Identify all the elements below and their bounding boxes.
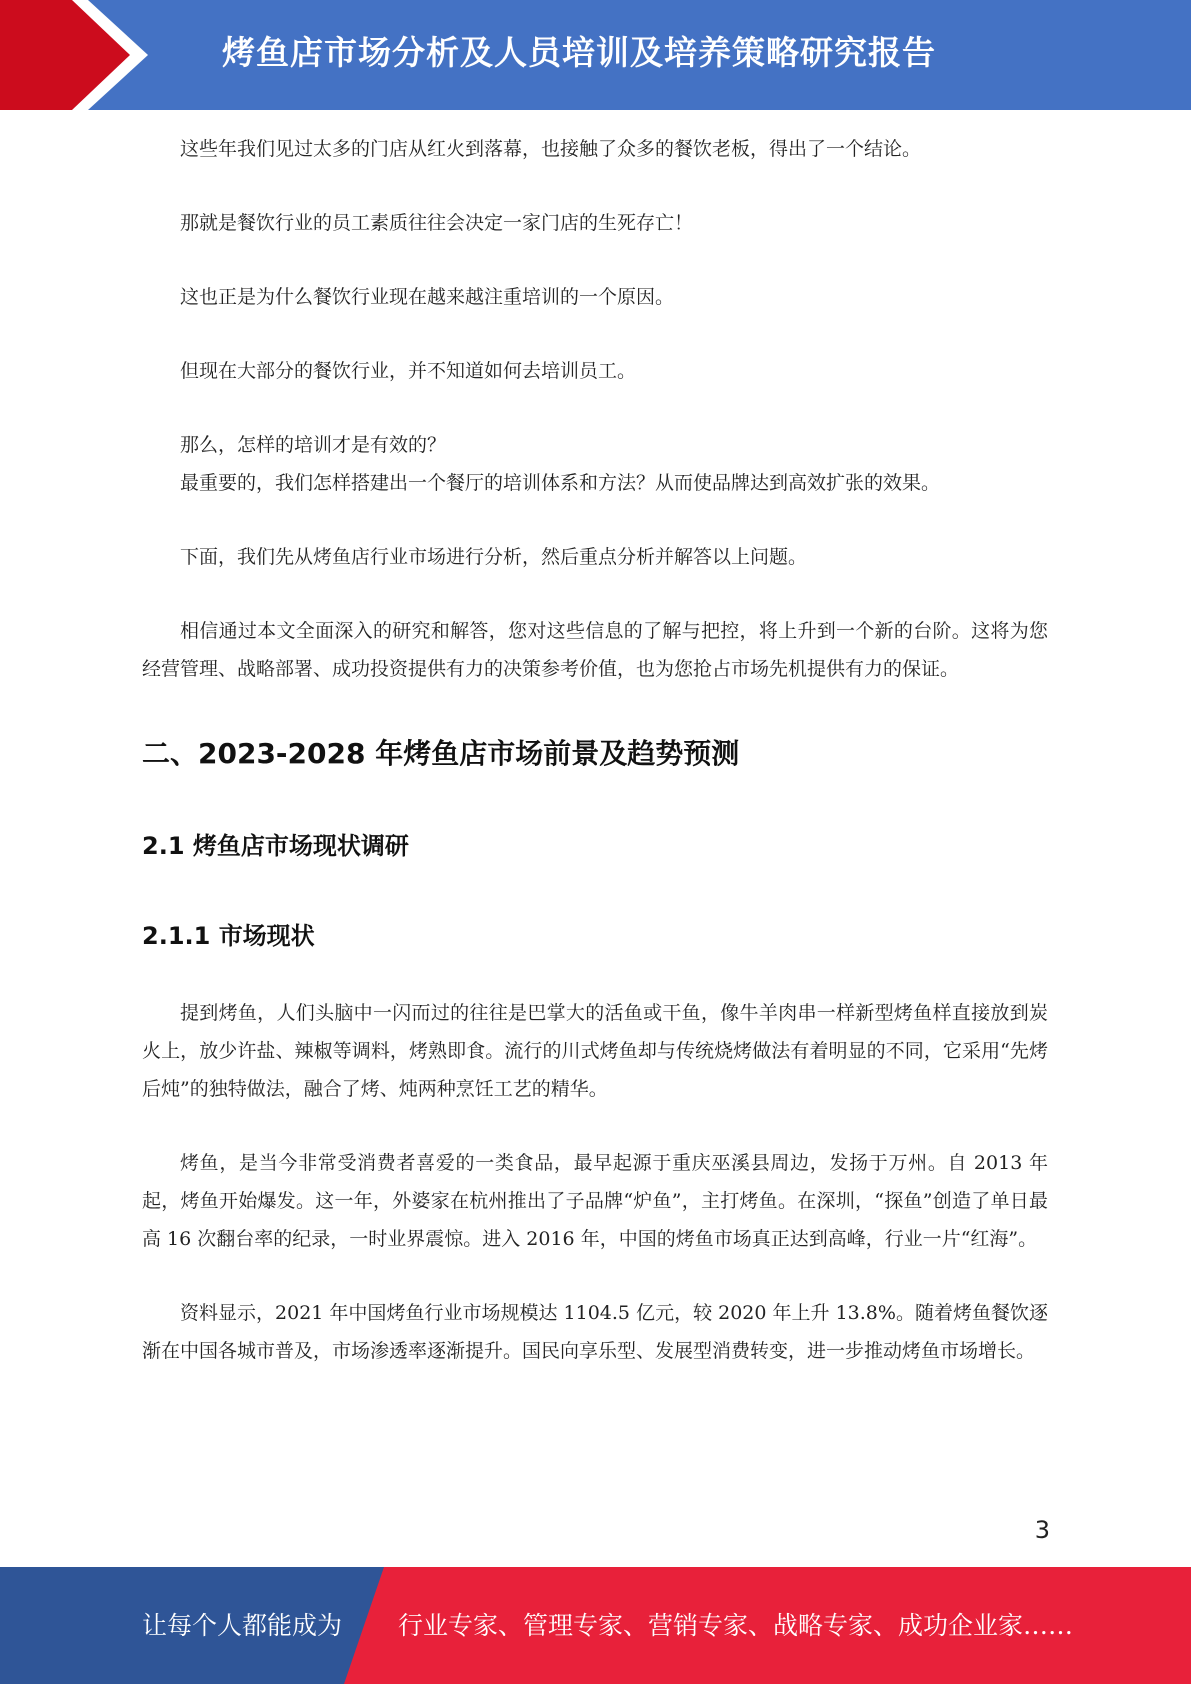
footer-slogan-left: 让每个人都能成为 xyxy=(142,1611,343,1640)
market-paragraph-1: 提到烤鱼，人们头脑中一闪而过的往往是巴掌大的活鱼或干鱼，像牛羊肉串一样新型烤鱼样直接放到炭火上，放少许盐、辣椒等调料，烤熟即食。流行的川式烤鱼却与传统烧烤做法有着明显的不同，它采用“先烤后炖”的独特做法，融合了烤、炖两种烹饪工艺的精华。 xyxy=(142,1002,1048,1100)
subsubsection-heading: 2.1.1 市场现状 xyxy=(142,922,315,950)
market-paragraph-3: 资料显示，2021 年中国烤鱼行业市场规模达 1104.5 亿元，较 2020 年上升 13.8%。随着烤鱼餐饮逐渐在中国各城市普及，市场渗透率逐渐提升。国民向享乐型、发展型消费转变，进一步推动烤鱼市场增长。 xyxy=(142,1302,1048,1362)
market-paragraph-2: 烤鱼，是当今非常受消费者喜爱的一类食品，最早起源于重庆巫溪县周边，发扬于万州。自 2013 年起，烤鱼开始爆发。这一年，外婆家在杭州推出了子品牌“炉鱼”，主打烤鱼。在深圳，“探鱼”创造了单日最高 16 次翻台率的纪录，一时业界震惊。进入 2016 年，中国的烤鱼市场真正达到高峰，行业一片“红海”。 xyxy=(142,1152,1048,1250)
intro-paragraph-3: 这也正是为什么餐饮行业现在越来越注重培训的一个原因。 xyxy=(180,286,675,308)
intro-paragraph-5a: 那么，怎样的培训才是有效的？ xyxy=(180,434,447,456)
page-number: 3 xyxy=(1034,1516,1050,1544)
intro-paragraph-1: 这些年我们见过太多的门店从红火到落幕，也接触了众多的餐饮老板，得出了一个结论。 xyxy=(180,138,922,160)
section-heading: 二、2023-2028 年烤鱼店市场前景及趋势预测 xyxy=(142,737,740,770)
intro-paragraph-2: 那就是餐饮行业的员工素质往往会决定一家门店的生死存亡！ xyxy=(180,212,694,234)
intro-paragraph-6: 下面，我们先从烤鱼店行业市场进行分析，然后重点分析并解答以上问题。 xyxy=(180,546,808,568)
subsection-heading: 2.1 烤鱼店市场现状调研 xyxy=(142,832,409,860)
header-red-chevron xyxy=(0,0,150,110)
page-header xyxy=(0,0,1191,110)
intro-paragraph-7: 相信通过本文全面深入的研究和解答，您对这些信息的了解与把控，将上升到一个新的台阶。这将为您经营管理、战略部署、成功投资提供有力的决策参考价值，也为您抢占市场先机提供有力的保证。 xyxy=(142,620,1048,680)
page-footer xyxy=(0,1567,1191,1684)
header-title: 烤鱼店市场分析及人员培训及培养策略研究报告 xyxy=(222,33,936,72)
page-content xyxy=(142,130,1048,1370)
intro-paragraph-4: 但现在大部分的餐饮行业，并不知道如何去培训员工。 xyxy=(180,360,637,382)
footer-slogan-right: 行业专家、管理专家、营销专家、战略专家、成功企业家…… xyxy=(398,1611,1074,1640)
intro-paragraph-5b: 最重要的，我们怎样搭建出一个餐厅的培训体系和方法？从而使品牌达到高效扩张的效果。 xyxy=(180,472,941,494)
